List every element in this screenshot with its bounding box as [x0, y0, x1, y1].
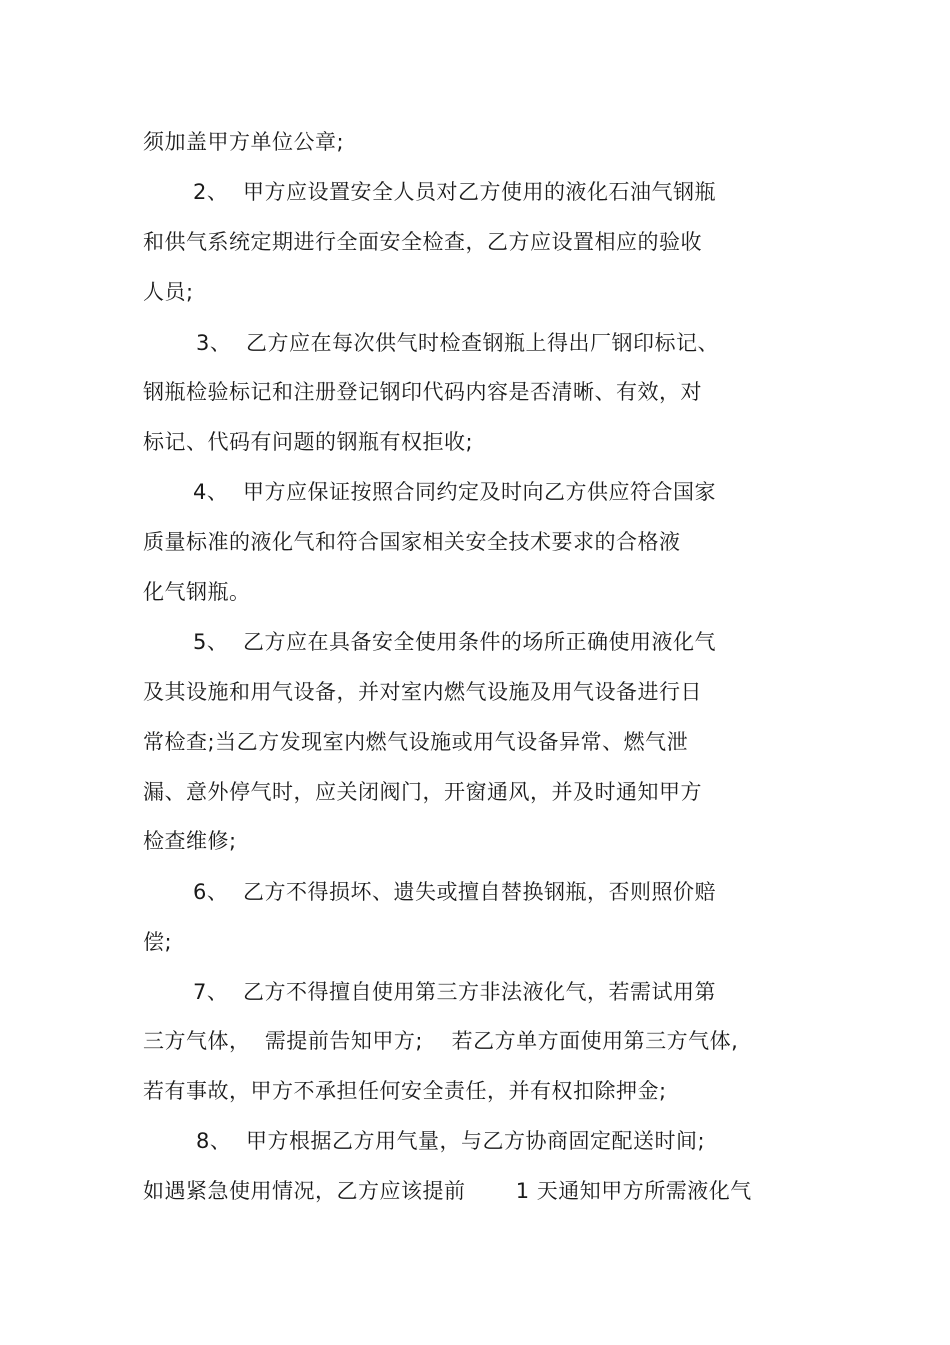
clause-number: 7、 [193, 980, 229, 1004]
clause-text: 甲方应设置安全人员对乙方使用的液化石油气钢瓶 [243, 180, 716, 204]
clause-text: 乙方应在每次供气时检查钢瓶上得出厂钢印标记、 [246, 331, 719, 355]
text-line: 检查维修; [143, 829, 237, 853]
text-line: 偿; [143, 930, 173, 954]
text-line: 及其设施和用气设备，并对室内燃气设施及用气设备进行日 [143, 680, 702, 704]
clause-number: 2、 [193, 180, 229, 204]
clause-text: 乙方不得损坏、遗失或擅自替换钢瓶，否则照价赔 [243, 880, 716, 904]
clause-number: 6、 [193, 880, 229, 904]
clause-number: 4、 [193, 480, 229, 504]
text-line: 常检查;当乙方发现室内燃气设施或用气设备异常、燃气泄 [143, 730, 689, 754]
clause-text: 甲方应保证按照合同约定及时向乙方供应符合国家 [243, 480, 716, 504]
clause-number: 3、 [196, 331, 232, 355]
text-line: 三方气体， 需提前告知甲方; 若乙方单方面使用第三方气体, [143, 1029, 739, 1053]
clause-7 [193, 977, 716, 1007]
clause-text: 乙方不得擅自使用第三方非法液化气，若需试用第 [243, 980, 716, 1004]
text-line: 质量标准的液化气和符合国家相关安全技术要求的合格液 [143, 530, 681, 554]
text-line: 如遇紧急使用情况，乙方应该提前 1 天通知甲方所需液化气 [143, 1179, 752, 1203]
clause-6 [193, 877, 716, 907]
clause-number: 8、 [196, 1129, 232, 1153]
text-line: 钢瓶检验标记和注册登记钢印代码内容是否清晰、有效，对 [143, 380, 702, 404]
text-line: 须加盖甲方单位公章; [143, 130, 345, 154]
text-line: 人员; [143, 280, 194, 304]
clause-text: 乙方应在具备安全使用条件的场所正确使用液化气 [243, 630, 716, 654]
clause-number: 5、 [193, 630, 229, 654]
text-line: 若有事故，甲方不承担任何安全责任，并有权扣除押金; [143, 1079, 667, 1103]
clause-3 [196, 328, 719, 358]
text-line: 漏、意外停气时，应关闭阀门，开窗通风，并及时通知甲方 [143, 780, 702, 804]
text-line: 标记、代码有问题的钢瓶有权拒收; [143, 430, 474, 454]
clause-8 [196, 1126, 705, 1156]
text-line: 化气钢瓶。 [143, 580, 251, 604]
clause-text: 甲方根据乙方用气量，与乙方协商固定配送时间; [246, 1129, 706, 1153]
clause-2 [193, 177, 716, 207]
clause-4 [193, 477, 716, 507]
clause-5 [193, 627, 716, 657]
text-line: 和供气系统定期进行全面安全检查，乙方应设置相应的验收 [143, 230, 702, 254]
